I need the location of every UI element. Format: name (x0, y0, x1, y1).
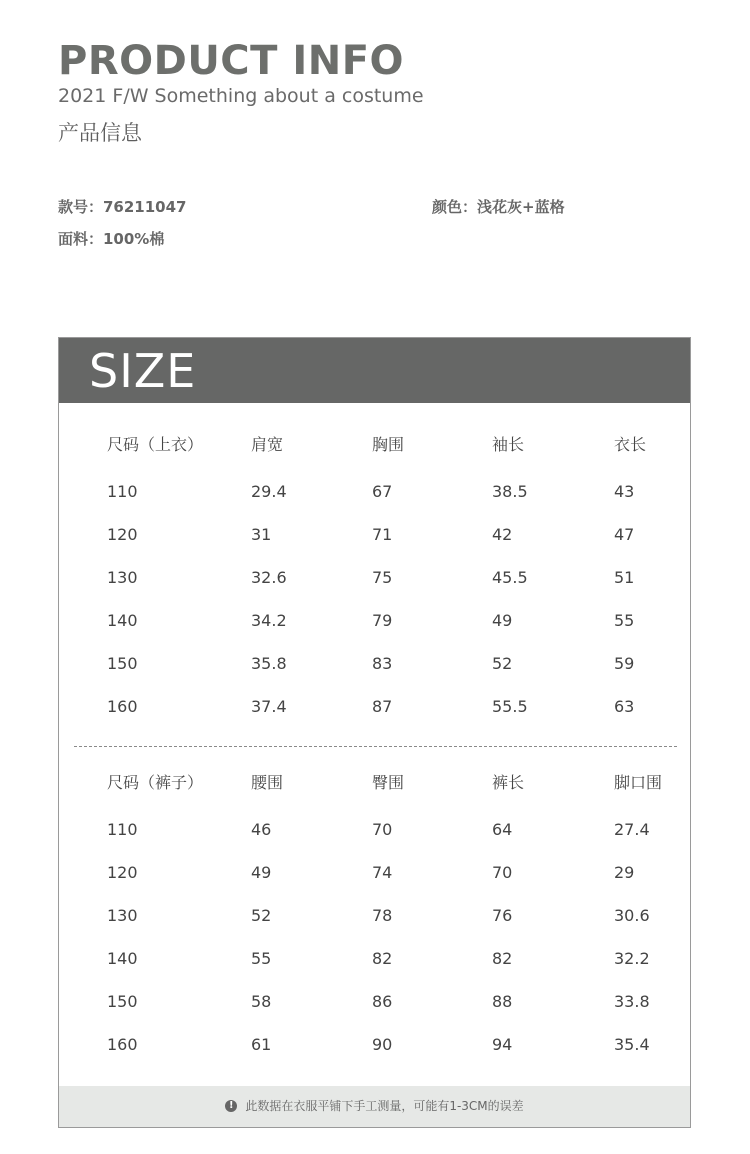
table-row (59, 520, 690, 550)
page-title: PRODUCT INFO (58, 38, 405, 84)
column-header: 裤长 (492, 773, 525, 792)
size-chart (58, 337, 691, 1128)
table-row (59, 563, 690, 593)
column-header: 衣长 (614, 435, 647, 454)
table-cell: 47 (614, 525, 635, 544)
exclamation-circle-icon: ! (225, 1100, 237, 1112)
table-cell: 61 (251, 1035, 272, 1054)
table-cell: 35.8 (251, 654, 287, 673)
table-cell: 71 (372, 525, 393, 544)
table-cell: 120 (107, 863, 138, 882)
table-cell: 76 (492, 906, 513, 925)
table-cell: 31 (251, 525, 272, 544)
color-info: 颜色：浅花灰+蓝格 (432, 198, 565, 216)
table-cell: 70 (492, 863, 513, 882)
table-cell: 52 (251, 906, 272, 925)
table-cell: 55 (251, 949, 272, 968)
table-cell: 52 (492, 654, 513, 673)
table-row (59, 606, 690, 636)
table-cell: 32.2 (614, 949, 650, 968)
table-divider (74, 746, 677, 747)
table-row (59, 987, 690, 1017)
table-cell: 59 (614, 654, 635, 673)
table-cell: 90 (372, 1035, 393, 1054)
column-header: 肩宽 (251, 435, 284, 454)
measurement-note: 此数据在衣服平铺下手工测量，可能有1-3CM的误差 (245, 1099, 524, 1113)
table-row (59, 901, 690, 931)
page-subtitle: 2021 F/W Something about a costume (58, 85, 424, 107)
table-cell: 130 (107, 906, 138, 925)
table-row (59, 815, 690, 845)
table-cell: 49 (492, 611, 513, 630)
table-cell: 150 (107, 654, 138, 673)
table-cell: 82 (372, 949, 393, 968)
table-cell: 32.6 (251, 568, 287, 587)
table-cell: 150 (107, 992, 138, 1011)
top-header-row (59, 430, 690, 460)
table-cell: 120 (107, 525, 138, 544)
table-cell: 55 (614, 611, 635, 630)
table-cell: 38.5 (492, 482, 528, 501)
table-cell: 74 (372, 863, 393, 882)
table-cell: 42 (492, 525, 513, 544)
table-cell: 86 (372, 992, 393, 1011)
bottom-header-row (59, 768, 690, 798)
column-header: 尺码（裤子） (107, 773, 204, 792)
column-header: 尺码（上衣） (107, 435, 204, 454)
table-cell: 79 (372, 611, 393, 630)
table-cell: 55.5 (492, 697, 528, 716)
table-cell: 37.4 (251, 697, 287, 716)
table-cell: 58 (251, 992, 272, 1011)
table-row (59, 1030, 690, 1060)
table-cell: 43 (614, 482, 635, 501)
table-cell: 45.5 (492, 568, 528, 587)
table-cell: 33.8 (614, 992, 650, 1011)
table-cell: 87 (372, 697, 393, 716)
table-cell: 51 (614, 568, 635, 587)
table-cell: 78 (372, 906, 393, 925)
column-header: 袖长 (492, 435, 525, 454)
table-cell: 110 (107, 820, 138, 839)
table-cell: 70 (372, 820, 393, 839)
table-cell: 75 (372, 568, 393, 587)
column-header: 腰围 (251, 773, 284, 792)
table-row (59, 649, 690, 679)
table-cell: 140 (107, 611, 138, 630)
table-cell: 130 (107, 568, 138, 587)
table-cell: 63 (614, 697, 635, 716)
table-cell: 110 (107, 482, 138, 501)
section-title-product-info: 产品信息 (58, 121, 142, 145)
style-number: 款号：76211047 (58, 198, 187, 216)
table-cell: 29 (614, 863, 635, 882)
table-cell: 140 (107, 949, 138, 968)
table-cell: 67 (372, 482, 393, 501)
table-cell: 49 (251, 863, 272, 882)
table-cell: 27.4 (614, 820, 650, 839)
size-heading: SIZE (89, 344, 197, 398)
table-cell: 29.4 (251, 482, 287, 501)
table-cell: 46 (251, 820, 272, 839)
table-row (59, 858, 690, 888)
column-header: 臀围 (372, 773, 405, 792)
table-cell: 83 (372, 654, 393, 673)
table-cell: 64 (492, 820, 513, 839)
table-cell: 82 (492, 949, 513, 968)
table-cell: 30.6 (614, 906, 650, 925)
table-cell: 35.4 (614, 1035, 650, 1054)
table-cell: 94 (492, 1035, 513, 1054)
table-cell: 160 (107, 697, 138, 716)
table-row (59, 477, 690, 507)
column-header: 胸围 (372, 435, 405, 454)
table-row (59, 692, 690, 722)
table-cell: 34.2 (251, 611, 287, 630)
column-header: 脚口围 (614, 773, 663, 792)
size-header (59, 338, 690, 403)
table-cell: 88 (492, 992, 513, 1011)
fabric-info: 面料：100%棉 (58, 230, 165, 248)
measurement-note-bar (59, 1086, 690, 1127)
table-cell: 160 (107, 1035, 138, 1054)
table-row (59, 944, 690, 974)
